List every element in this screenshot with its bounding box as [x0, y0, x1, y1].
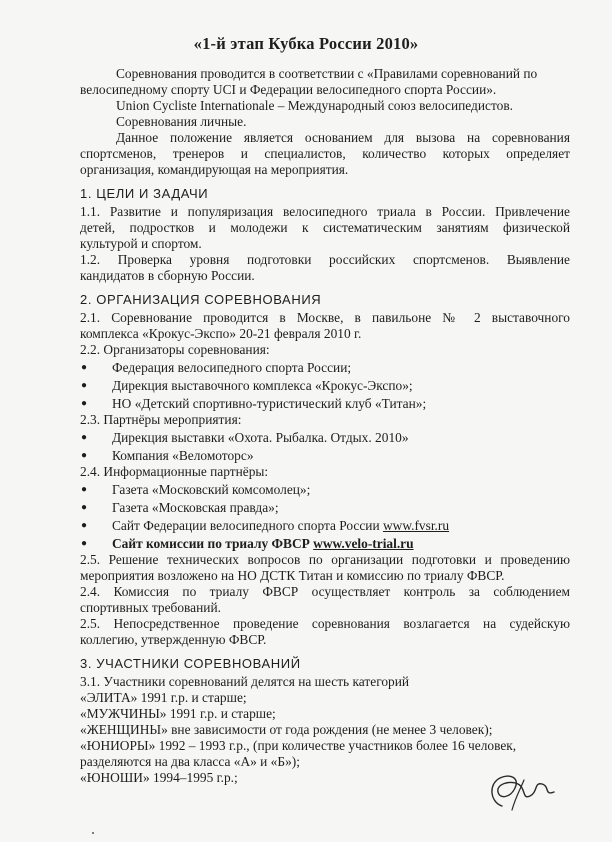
scan-speck: [92, 832, 94, 834]
partner-item: Дирекция выставки «Охота. Рыбалка. Отдых. 2010»: [112, 430, 409, 445]
bullet-icon: ●: [81, 380, 88, 391]
section-2-4b-line-1: 2.4. Комиссия по триалу ФВСР осуществляет контроль за соблюдением: [80, 584, 570, 599]
organizer-item: НО «Детский спортивно-туристический клуб «Титан»;: [112, 396, 427, 411]
bullet-icon: ●: [81, 502, 88, 513]
section-2-4b-line-2: спортивных требований.: [80, 600, 221, 615]
site-label: Сайт комиссии по триалу ФВСР: [112, 536, 314, 551]
section-2-2-title: 2.2. Организаторы соревнования:: [80, 342, 270, 357]
section-2-5-line-1: 2.5. Решение технических вопросов по организации подготовки и проведению: [80, 552, 570, 567]
signature-icon: [482, 766, 562, 816]
organizer-item: Дирекция выставочного комплекса «Крокус-Экспо»;: [112, 378, 413, 393]
section-1-heading: 1. ЦЕЛИ И ЗАДАЧИ: [80, 186, 209, 201]
bullet-icon: ●: [81, 450, 88, 461]
section-3-1-title: 3.1. Участники соревнований делятся на шесть категорий: [80, 674, 410, 689]
fvsr-link[interactable]: www.fvsr.ru: [382, 518, 450, 533]
section-2-5b-line-1: 2.5. Непосредственное проведение соревнования возлагается на судейскую: [80, 616, 570, 631]
intro-line-4: Соревнования личные.: [116, 114, 247, 129]
section-1-1-line-1: 1.1. Развитие и популяризация велосипедного триала в России. Привлечение: [80, 204, 570, 219]
bullet-icon: ●: [81, 520, 88, 531]
section-2-4-title: 2.4. Информационные партнёры:: [80, 464, 269, 479]
bullet-icon: ●: [81, 484, 88, 495]
section-2-3-title: 2.3. Партнёры мероприятия:: [80, 412, 242, 427]
bullet-icon: ●: [81, 398, 88, 409]
category-juniors-line-1: «ЮНИОРЫ» 1992 – 1993 г.р., (при количестве участников более 16 человек,: [80, 738, 517, 753]
document-title: «1-й этап Кубка России 2010»: [193, 34, 419, 53]
intro-line-1: Соревнования проводится в соответствии с «Правилами соревнований по: [116, 66, 538, 81]
site-label: Сайт Федерации велосипедного спорта России: [112, 518, 383, 533]
media-item: Газета «Московская правда»;: [112, 500, 279, 515]
section-1-2-line-2: кандидатов в сборную России.: [80, 268, 255, 283]
bullet-icon: ●: [81, 432, 88, 443]
bullet-icon: ●: [81, 538, 88, 549]
section-1-2-line-1: 1.2. Проверка уровня подготовки российских спортсменов. Выявление: [80, 252, 570, 267]
section-1-1-line-2: детей, подростков и молодежи к систематическим занятиям физической: [80, 220, 570, 235]
organizer-item: Федерация велосипедного спорта России;: [112, 360, 352, 375]
bullet-icon: ●: [81, 362, 88, 373]
media-item: Газета «Московский комсомолец»;: [112, 482, 311, 497]
intro-line-2: велосипедному спорту UCI и Федерации велосипедного спорта России».: [80, 82, 497, 97]
section-3-heading: 3. УЧАСТНИКИ СОРЕВНОВАНИЙ: [80, 656, 301, 671]
intro-line-3: Union Cycliste Internationale – Международный союз велосипедистов.: [116, 98, 514, 113]
category-men: «МУЖЧИНЫ» 1991 г.р. и старше;: [80, 706, 276, 721]
section-2-5-line-2: мероприятия возложено на НО ДСТК Титан и комиссию по триалу ФВСР.: [80, 568, 505, 583]
category-juniors-line-2: разделяются на два класса «А» и «Б»);: [80, 754, 300, 769]
intro-line-6: спортсменов, тренеров и специалистов, количество которых определяет: [80, 146, 570, 161]
category-women: «ЖЕНЩИНЫ» вне зависимости от года рождения (не менее 3 человек);: [80, 722, 493, 737]
section-2-1-line-1: 2.1. Соревнование проводится в Москве, в павильоне № 2 выставочного: [80, 310, 570, 325]
section-1-1-line-3: культурой и спортом.: [80, 236, 202, 251]
section-2-5b-line-2: коллегию, утвержденную ФВСР.: [80, 632, 267, 647]
section-2-heading: 2. ОРГАНИЗАЦИЯ СОРЕВНОВАНИЯ: [80, 292, 322, 307]
section-2-1-line-2: комплекса «Крокус-Экспо» 20-21 февраля 2010 г.: [80, 326, 362, 341]
media-site-fvsr: [112, 518, 570, 534]
category-elite: «ЭЛИТА» 1991 г.р. и старше;: [80, 690, 247, 705]
category-youth: «ЮНОШИ» 1994–1995 г.р.;: [80, 770, 238, 785]
partner-item: Компания «Веломоторс»: [112, 448, 254, 463]
intro-line-7: организация, командирующая на мероприятия.: [80, 162, 349, 177]
intro-line-5: Данное положение является основанием для вызова на соревнования: [116, 130, 570, 145]
media-site-trial: [112, 536, 570, 552]
velo-trial-link[interactable]: www.velo-trial.ru: [313, 536, 414, 551]
